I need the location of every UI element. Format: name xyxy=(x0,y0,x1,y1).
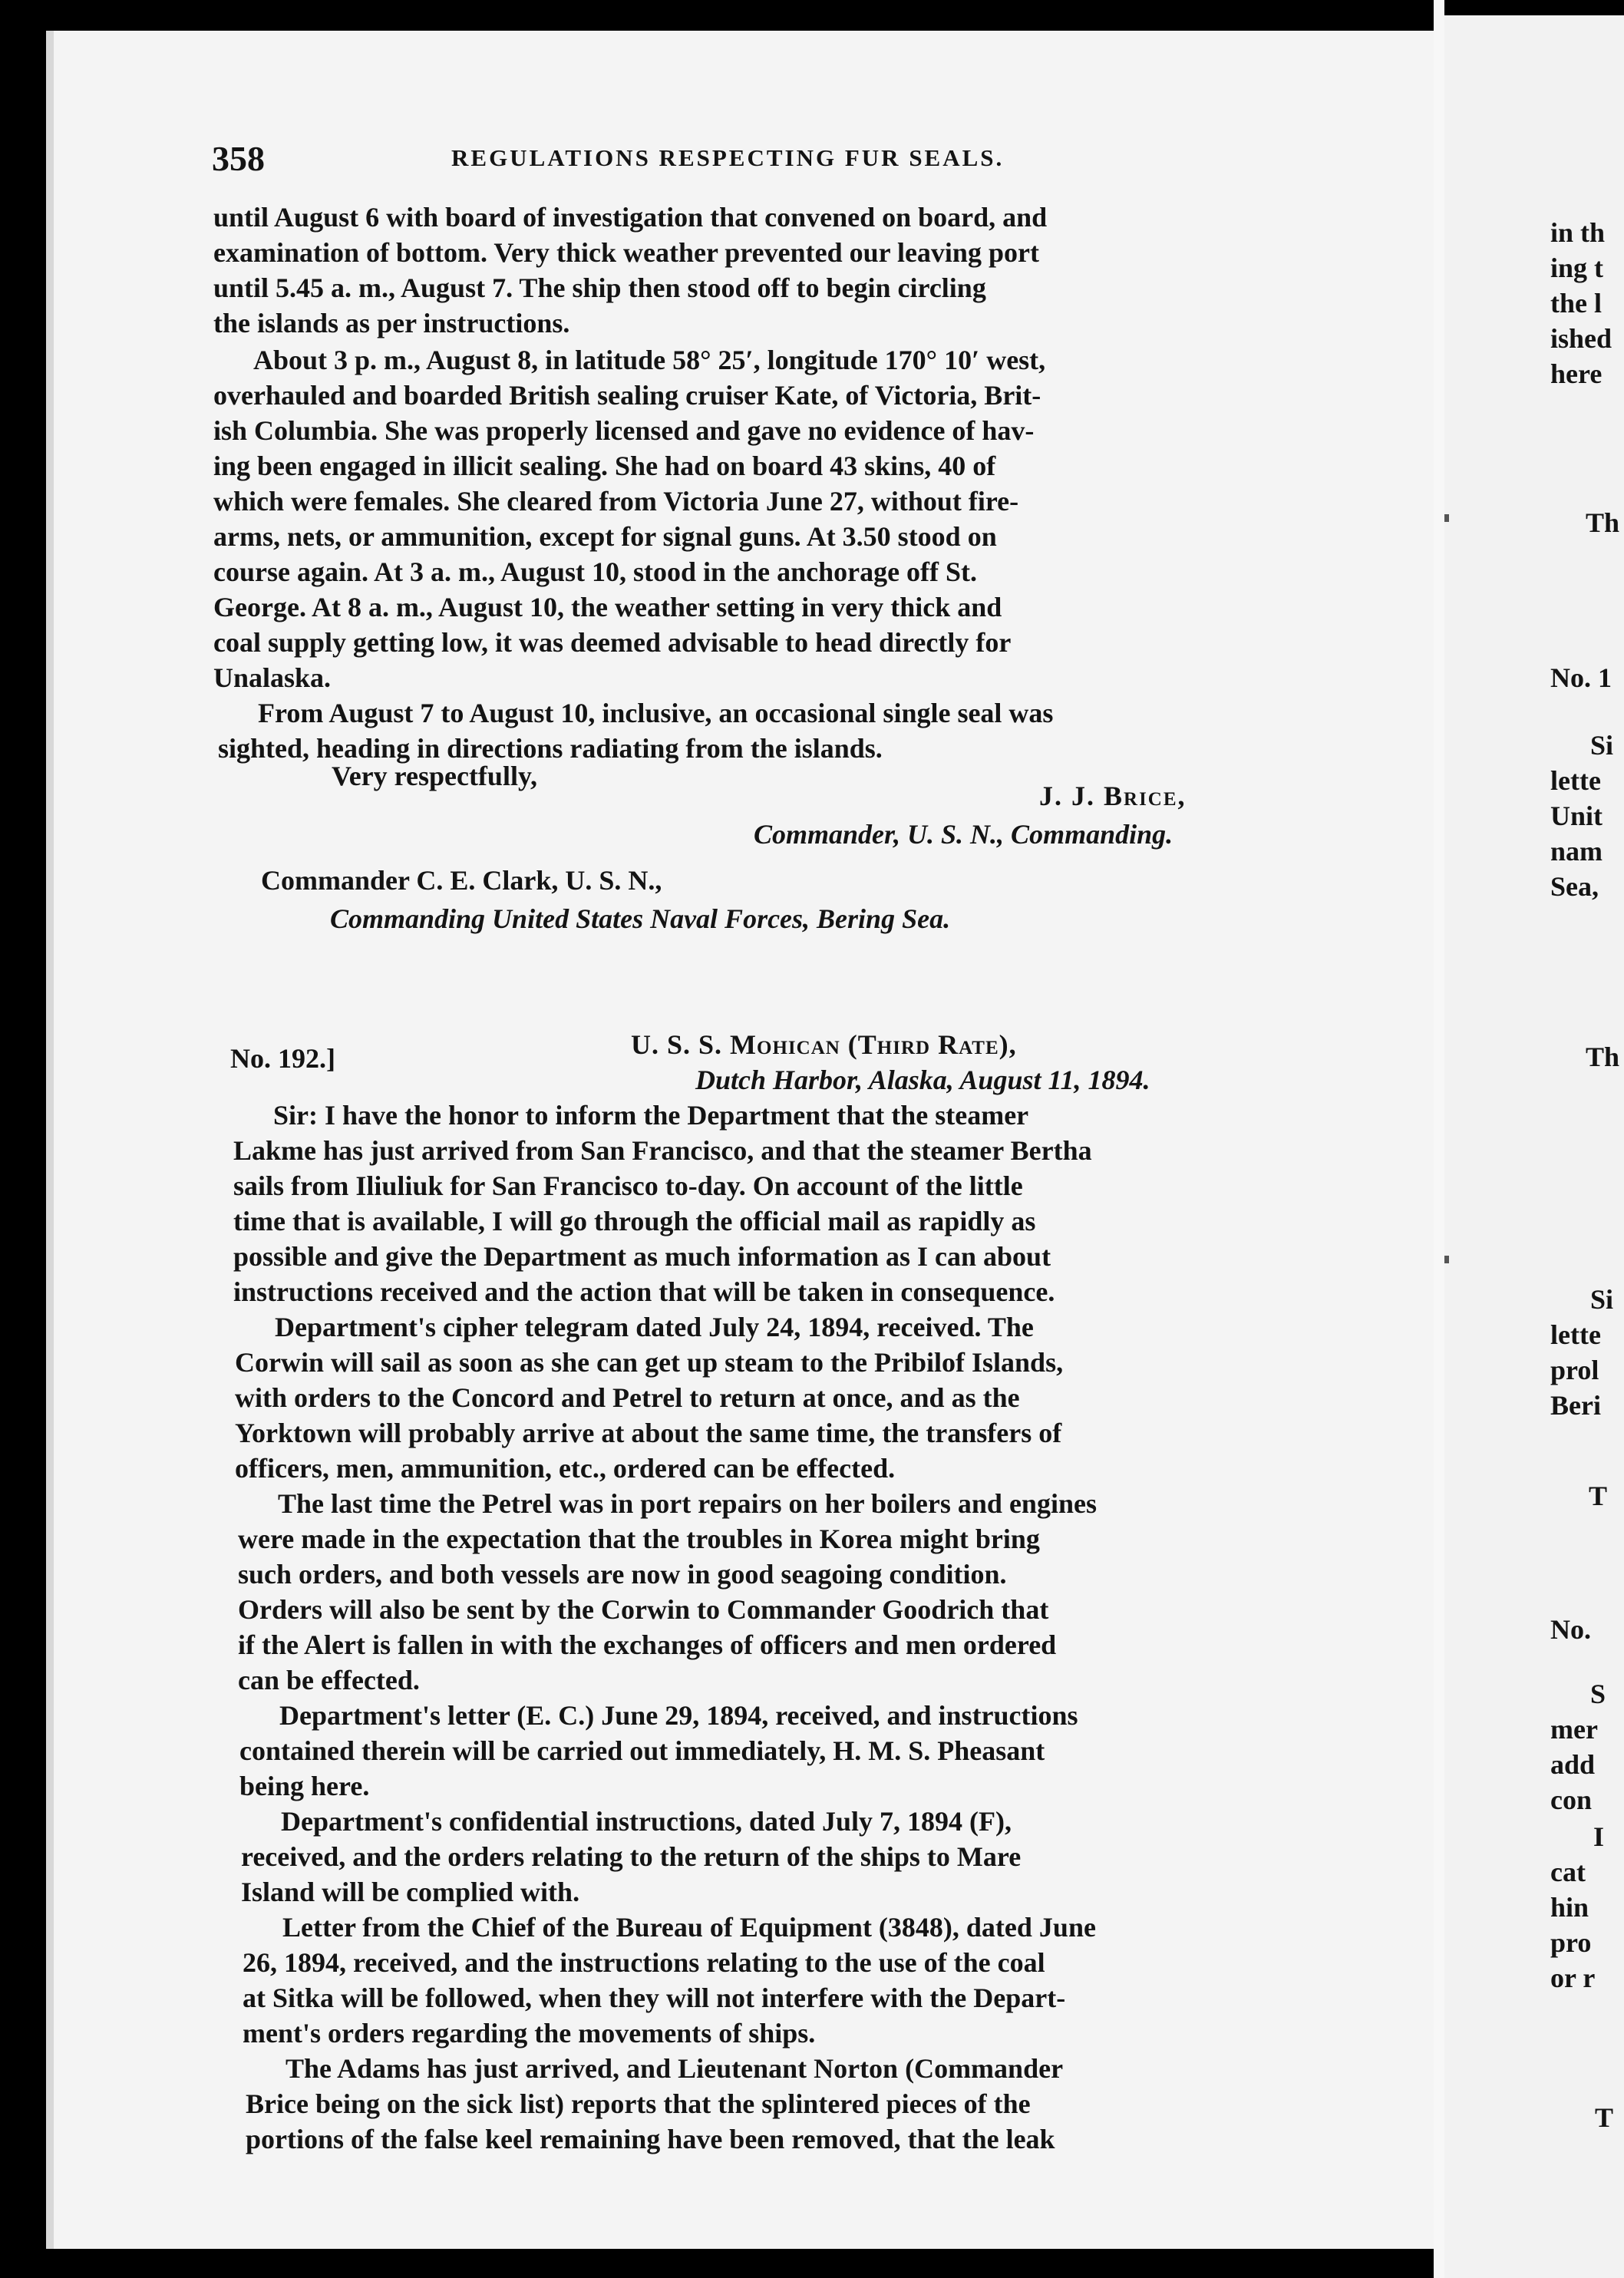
text-line: being here. xyxy=(239,1771,370,1801)
text-line: the islands as per instructions. xyxy=(213,308,570,338)
text-line: The last time the Petrel was in port repairs on her boilers and engines xyxy=(278,1488,1097,1519)
closing-salutation: Very respectfully, xyxy=(332,761,537,791)
running-title: REGULATIONS RESPECTING FUR SEALS. xyxy=(451,144,1005,171)
text-line: Sir: I have the honor to inform the Department that the steamer xyxy=(273,1100,1029,1131)
fragment-text: ing t xyxy=(1550,253,1604,283)
text-line: until 5.45 a. m., August 7. The ship then stood off to begin circling xyxy=(213,272,986,303)
fragment-text: ished xyxy=(1550,323,1612,354)
text-line: until August 6 with board of investigation that convened on board, and xyxy=(213,202,1048,233)
page-header xyxy=(212,138,1363,184)
paragraph-intro xyxy=(233,1098,1349,1309)
fragment-text: cat xyxy=(1550,1857,1586,1887)
text-line: The Adams has just arrived, and Lieutenant Norton (Commander xyxy=(286,2053,1064,2084)
text-line: Lakme has just arrived from San Francisco, and that the steamer Bertha xyxy=(233,1135,1092,1166)
text-line: Department's letter (E. C.) June 29, 1894, received, and instructions xyxy=(279,1700,1078,1731)
fragment-text: No. xyxy=(1550,1614,1591,1645)
edge-mark xyxy=(1444,514,1449,522)
facing-page-cropped xyxy=(1444,15,1624,2278)
letter-number: No. 192.] xyxy=(230,1043,335,1074)
text-line: possible and give the Department as much information as I can about xyxy=(233,1241,1051,1272)
edge-mark xyxy=(1444,1256,1449,1263)
fragment-text: in th xyxy=(1550,217,1606,248)
text-line: can be effected. xyxy=(238,1665,420,1695)
paragraph-adams-arrival xyxy=(246,2051,1368,2157)
fragment-text: Unit xyxy=(1550,801,1603,831)
fragment-text: here xyxy=(1550,358,1603,389)
text-line: examination of bottom. Very thick weather prevented our leaving port xyxy=(213,237,1039,268)
addressee-title: Commanding United States Naval Forces, Bering Sea. xyxy=(330,903,951,934)
text-line: portions of the false keel remaining have been removed, that the leak xyxy=(246,2124,1055,2154)
text-line: About 3 p. m., August 8, in latitude 58° 25′, longitude 170° 10′ west, xyxy=(253,345,1046,375)
fragment-text: Th xyxy=(1586,1042,1620,1072)
fragment-text: the l xyxy=(1550,288,1602,319)
text-line: such orders, and both vessels are now in good seagoing condition. xyxy=(238,1559,1007,1590)
text-line: time that is available, I will go through the official mail as rapidly as xyxy=(233,1206,1036,1236)
text-line: with orders to the Concord and Petrel to return at once, and as the xyxy=(235,1382,1020,1413)
page-number: 358 xyxy=(212,139,265,178)
paragraph-seal-sightings xyxy=(218,695,1346,766)
book-gutter xyxy=(1434,0,1444,2278)
fragment-text: pro xyxy=(1550,1927,1592,1958)
text-line: ish Columbia. She was properly licensed and gave no evidence of hav- xyxy=(213,415,1035,446)
paragraph-cipher-telegram xyxy=(235,1309,1355,1486)
fragment-text: S xyxy=(1590,1679,1606,1709)
text-line: ment's orders regarding the movements of ships. xyxy=(243,2018,816,2049)
text-line: if the Alert is fallen in with the exchanges of officers and men ordered xyxy=(238,1629,1057,1660)
text-line: Unalaska. xyxy=(213,662,332,693)
text-line: George. At 8 a. m., August 10, the weather setting in very thick and xyxy=(213,592,1002,622)
place-date: Dutch Harbor, Alaska, August 11, 1894. xyxy=(695,1065,1150,1095)
fragment-text: add xyxy=(1550,1749,1596,1780)
text-line: From August 7 to August 10, inclusive, an occasional single seal was xyxy=(258,698,1054,728)
fragment-text: Si xyxy=(1590,1284,1614,1315)
text-line: course again. At 3 a. m., August 10, stood in the anchorage off St. xyxy=(213,556,978,587)
text-line: contained therein will be carried out immediately, H. M. S. Pheasant xyxy=(239,1735,1045,1766)
fragment-text: nam xyxy=(1550,836,1603,867)
text-line: Brice being on the sick list) reports that the splintered pieces of the xyxy=(246,2088,1031,2119)
fragment-text: Beri xyxy=(1550,1390,1601,1421)
text-line: overhauled and boarded British sealing cruiser Kate, of Victoria, Brit- xyxy=(213,380,1041,411)
addressee-name: Commander C. E. Clark, U. S. N., xyxy=(261,865,662,896)
fragment-text: T xyxy=(1595,2102,1614,2133)
ship-heading: U. S. S. Mohican (Third Rate), xyxy=(631,1029,1017,1060)
text-line: received, and the orders relating to the return of the ships to Mare xyxy=(241,1841,1022,1872)
text-line: Department's cipher telegram dated July 24, 1894, received. The xyxy=(275,1312,1034,1342)
fragment-text: con xyxy=(1550,1784,1592,1815)
signer-title: Commander, U. S. N., Commanding. xyxy=(754,819,1173,850)
text-line: at Sitka will be followed, when they will not interfere with the Depart- xyxy=(243,1983,1066,2013)
text-line: were made in the expectation that the troubles in Korea might bring xyxy=(238,1524,1040,1554)
text-line: officers, men, ammunition, etc., ordered can be effected. xyxy=(235,1453,896,1484)
text-line: Yorktown will probably arrive at about the same time, the transfers of xyxy=(235,1418,1062,1448)
fragment-text: Si xyxy=(1590,730,1614,761)
fragment-text: Sea, xyxy=(1550,871,1599,902)
fragment-text: I xyxy=(1593,1821,1605,1852)
paragraph-department-letter xyxy=(239,1698,1360,1804)
text-line: instructions received and the action that will be taken in consequence. xyxy=(233,1276,1055,1307)
text-line: Orders will also be sent by the Corwin to Commander Goodrich that xyxy=(238,1594,1049,1625)
paragraph-petrel-repairs xyxy=(238,1486,1358,1698)
text-line: which were females. She cleared from Victoria June 27, without fire- xyxy=(213,486,1019,517)
fragment-text: prol xyxy=(1550,1355,1599,1385)
fragment-text: Th xyxy=(1586,507,1620,538)
fragment-text: or r xyxy=(1550,1963,1596,1993)
paragraph-kate-boarding xyxy=(213,342,1340,695)
text-line: sails from Iliuliuk for San Francisco to-day. On account of the little xyxy=(233,1170,1023,1201)
text-line: Department's confidential instructions, dated July 7, 1894 (F), xyxy=(281,1806,1012,1837)
text-line: 26, 1894, received, and the instructions relating to the use of the coal xyxy=(243,1947,1045,1978)
paragraph-bureau-equipment xyxy=(243,1910,1365,2051)
text-line: ing been engaged in illicit sealing. She had on board 43 skins, 40 of xyxy=(213,451,996,481)
fragment-text: lette xyxy=(1550,1319,1601,1350)
text-line: Corwin will sail as soon as she can get up steam to the Pribilof Islands, xyxy=(235,1347,1064,1378)
signer-name: J. J. Brice, xyxy=(1039,781,1187,811)
fragment-text: lette xyxy=(1550,765,1601,796)
fragment-text: mer xyxy=(1550,1714,1598,1745)
fragment-text: No. 1 xyxy=(1550,662,1612,693)
text-line: arms, nets, or ammunition, except for signal guns. At 3.50 stood on xyxy=(213,521,997,552)
text-line: sighted, heading in directions radiating from the islands. xyxy=(218,733,883,764)
paragraph-continuation xyxy=(213,200,1334,341)
fragment-text: hin xyxy=(1550,1892,1589,1923)
text-line: coal supply getting low, it was deemed advisable to head directly for xyxy=(213,627,1012,658)
fragment-text: T xyxy=(1589,1481,1608,1511)
text-line: Island will be complied with. xyxy=(241,1877,580,1907)
text-line: Letter from the Chief of the Bureau of Equipment (3848), dated June xyxy=(282,1912,1096,1943)
paragraph-confidential-instructions xyxy=(241,1804,1362,1910)
